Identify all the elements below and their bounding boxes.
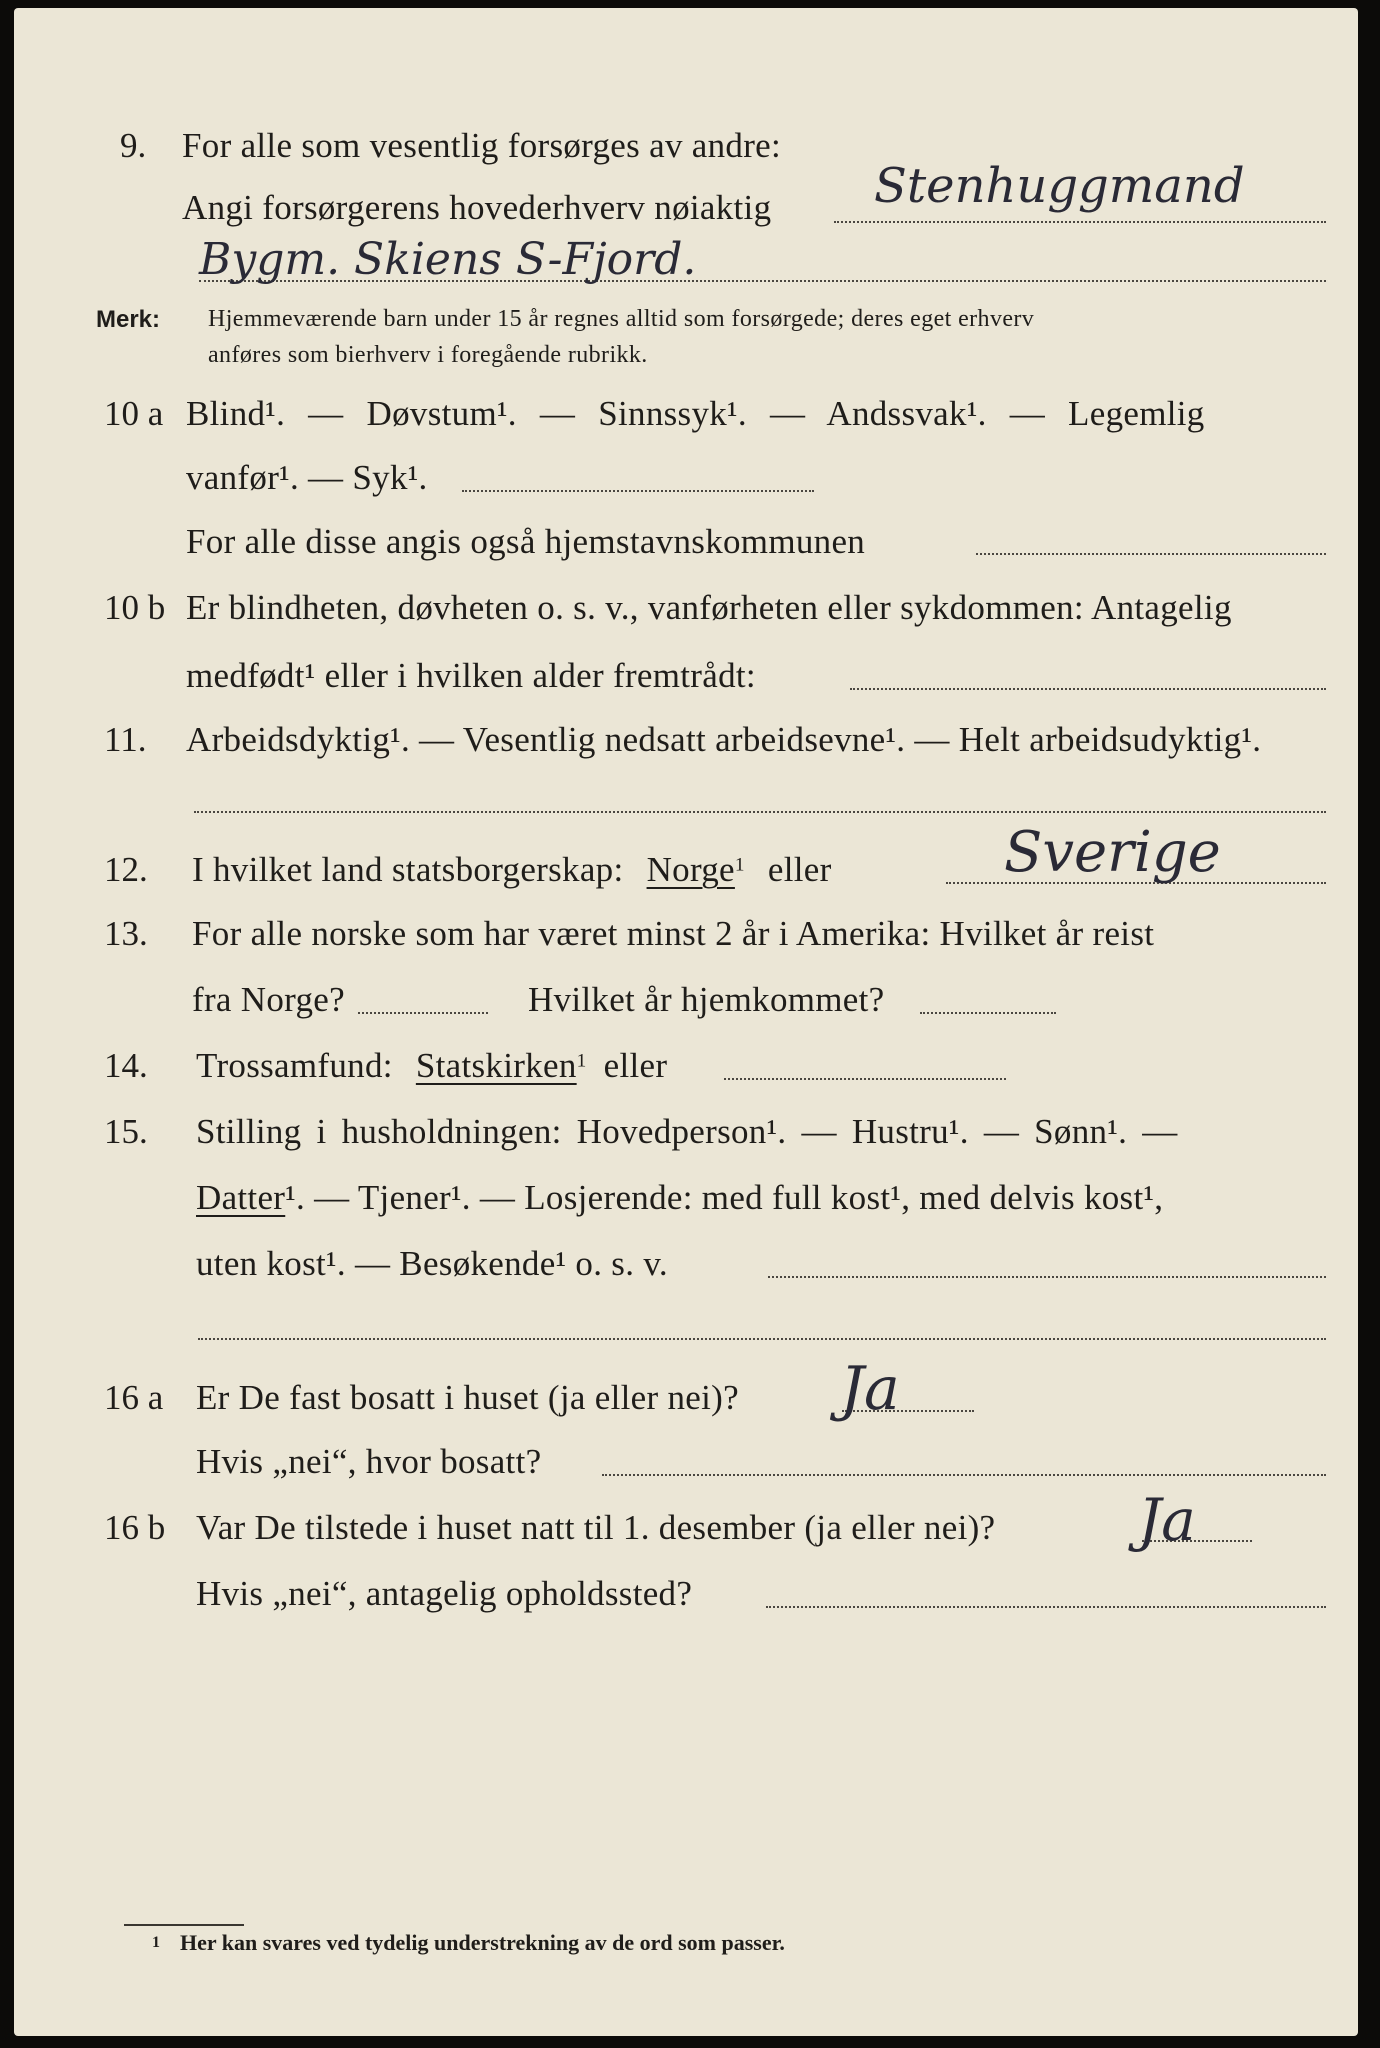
q9-line1: For alle som vesentlig forsørges av andre: <box>182 126 782 165</box>
q12-norge-underlined: Norge <box>646 850 735 889</box>
q10b-line1: Er blindheten, døvheten o. s. v., vanførheten eller sykdommen: Antagelig <box>186 588 1232 627</box>
q14-statskirken-underlined: Statskirken <box>415 1046 577 1085</box>
merk-label: Merk: <box>96 306 161 333</box>
q15-dotline-1 <box>768 1276 1326 1278</box>
q13-line2b: Hvilket år hjemkommet? <box>528 980 885 1019</box>
merk-line2: anføres som bierhverv i foregående rubrikk. <box>208 342 648 368</box>
q16b-handwritten-answer: Ja <box>1138 1486 1196 1554</box>
q14-text: Trossamfund: Statskirken$^1$ eller <box>196 1046 668 1085</box>
q12-number: 12. <box>104 850 148 889</box>
q9-handwritten-answer-2: Bygm. Skiens S-Fjord. <box>199 234 697 285</box>
q16a-handwritten-answer: Ja <box>840 1354 900 1424</box>
q10a-line2: vanfør¹. — Syk¹. <box>186 458 428 497</box>
q10a-kommune-dotline <box>976 553 1326 555</box>
census-form-page <box>14 8 1358 2036</box>
q15-dotline-2 <box>198 1338 1326 1340</box>
footnote-text: Her kan svares ved tydelig understrekning av de ord som passer. <box>180 1930 785 1955</box>
q15-datter-underlined: Datter <box>196 1178 286 1217</box>
q10b-line2: medfødt¹ eller i hvilken alder fremtrådt: <box>186 656 756 695</box>
q15-line2 <box>196 1178 1163 1218</box>
q13-number: 13. <box>104 914 148 953</box>
q12-text-a: I hvilket land statsborgerskap: <box>192 850 624 889</box>
q10a-line3: For alle disse angis også hjemstavnskommunen <box>186 522 866 561</box>
q16b-dotline-2 <box>766 1606 1326 1608</box>
q10a-number: 10 a <box>104 394 164 433</box>
q16a-line2: Hvis „nei“, hvor bosatt? <box>196 1442 542 1481</box>
q15-line1: Stilling i husholdningen: Hovedperson¹. — Hustru¹. — Sønn¹. — <box>196 1112 1178 1151</box>
q12-text-b: eller <box>767 850 832 889</box>
q9-answer-line1-dotline <box>834 221 1326 223</box>
q14-number: 14. <box>104 1046 148 1085</box>
q16b-number: 16 b <box>104 1508 166 1547</box>
q10a-line1: Blind¹. — Døvstum¹. — Sinnssyk¹. — Andssvak¹. — Legemlig <box>186 394 1205 433</box>
merk-line1: Hjemmeværende barn under 15 år regnes alltid som forsørgede; deres eget erhverv <box>208 306 1035 332</box>
q15-number: 15. <box>104 1112 148 1151</box>
q10a-syk-dotline <box>462 490 814 492</box>
q13-line1: For alle norske som har været minst 2 år i Amerika: Hvilket år reist <box>192 914 1155 953</box>
q14-text-a: Trossamfund: <box>196 1046 393 1085</box>
footnote-rule <box>124 1924 244 1926</box>
q11-dotline <box>194 811 1326 813</box>
q12-text: I hvilket land statsborgerskap: Norge$^1$ eller <box>192 850 832 889</box>
q15-line2-rest: ¹. — Tjener¹. — Losjerende: med full kost¹, med delvis kost¹, <box>285 1178 1164 1217</box>
q15-line3: uten kost¹. — Besøkende¹ o. s. v. <box>196 1244 668 1283</box>
q16b-line2: Hvis „nei“, antagelig opholdssted? <box>196 1574 693 1613</box>
q11-number: 11. <box>104 720 147 759</box>
q16b-line1: Var De tilstede i huset natt til 1. desember (ja eller nei)? <box>196 1508 996 1547</box>
q16a-dotline-2 <box>602 1474 1326 1476</box>
q16a-number: 16 a <box>104 1378 164 1417</box>
q13-hjemkommet-dotline <box>920 1012 1056 1014</box>
q13-reist-dotline <box>358 1012 488 1014</box>
q14-dotline <box>724 1078 1006 1080</box>
q9-number: 9. <box>120 126 147 165</box>
footnote-mark: 1 <box>152 1934 160 1951</box>
q13-line2a: fra Norge? <box>192 980 345 1019</box>
q11-line1: Arbeidsdyktig¹. — Vesentlig nedsatt arbeidsevne¹. — Helt arbeidsudyktig¹. <box>186 720 1262 759</box>
q10b-number: 10 b <box>104 588 166 627</box>
q12-handwritten-answer: Sverige <box>1004 820 1221 885</box>
q16a-line1: Er De fast bosatt i huset (ja eller nei)? <box>196 1378 739 1417</box>
q14-text-b: eller <box>603 1046 668 1085</box>
q9-line2: Angi forsørgerens hovederhverv nøiaktig <box>182 188 772 227</box>
q10b-dotline <box>850 688 1326 690</box>
q9-handwritten-answer-1: Stenhuggmand <box>874 158 1245 214</box>
